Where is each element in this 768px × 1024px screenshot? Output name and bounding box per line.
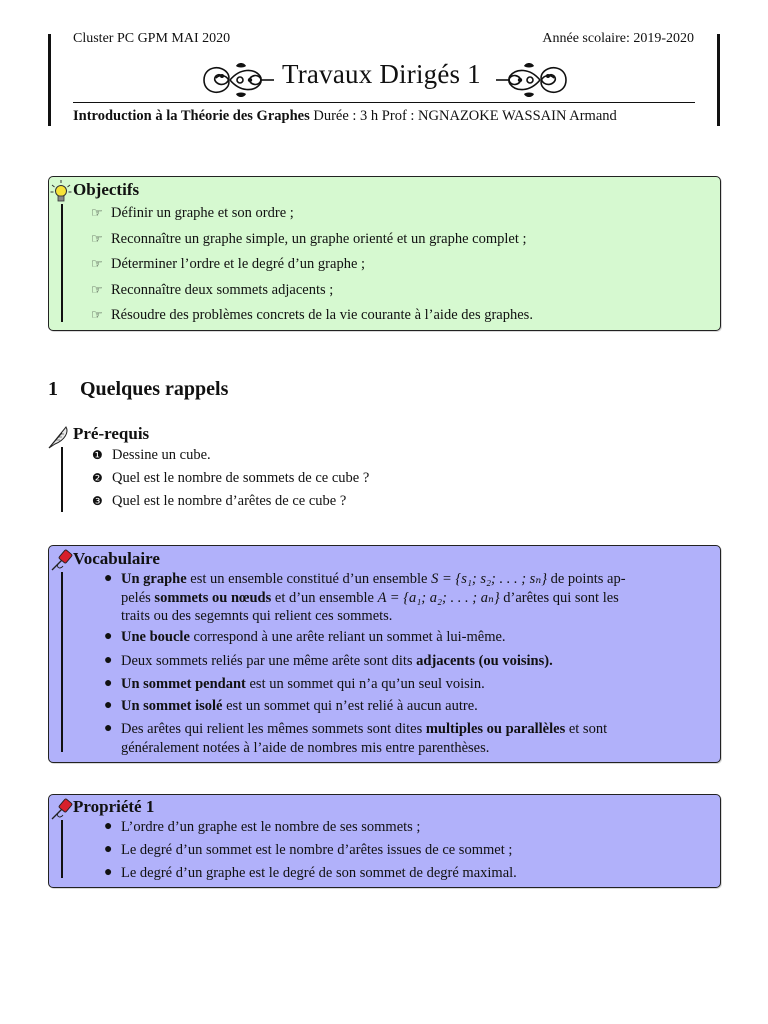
item-number: ❸ bbox=[92, 494, 103, 508]
definition-text: et sont bbox=[565, 721, 608, 737]
prerequis-item bbox=[92, 470, 369, 487]
objectif-item bbox=[91, 256, 365, 273]
eraser-pen-icon bbox=[50, 797, 74, 821]
propriete-item bbox=[104, 841, 513, 860]
objectif-item bbox=[91, 231, 527, 248]
section-title: Quelques rappels bbox=[80, 378, 229, 400]
vocabulaire-item bbox=[104, 652, 553, 671]
definition-text: est un sommet qui n’est relié à aucun autre. bbox=[222, 698, 478, 714]
bullet-icon: ● bbox=[104, 571, 113, 586]
math-set-a: A = {a₁; a₂; . . . ; aₙ} bbox=[377, 589, 500, 606]
definition-text: correspond à une arête reliant un sommet à lui-même. bbox=[189, 629, 506, 645]
prerequis-item bbox=[92, 447, 211, 464]
pointing-hand-icon: ☞ bbox=[91, 231, 103, 246]
lightbulb-icon bbox=[50, 179, 72, 205]
item-number: ❶ bbox=[92, 448, 103, 462]
objectif-text: Résoudre des problèmes concrets de la vie courante à l’aide des graphes. bbox=[111, 307, 533, 323]
objectif-item bbox=[91, 307, 533, 324]
bullet-icon: ● bbox=[104, 865, 113, 880]
term-multiples: multiples ou parallèles bbox=[425, 721, 566, 737]
bullet-icon: ● bbox=[104, 676, 113, 691]
header-subtitle bbox=[73, 108, 617, 125]
prerequis-title: Pré-requis bbox=[73, 424, 150, 443]
vocabulaire-item bbox=[104, 675, 485, 694]
page-title: Travaux Dirigés 1 bbox=[282, 59, 481, 89]
definition-text: pelés bbox=[121, 589, 155, 606]
section-number: 1 bbox=[48, 378, 58, 400]
math-set-s: S = {s₁; s₂; . . . ; sₙ} bbox=[431, 571, 547, 587]
bullet-icon: ● bbox=[104, 842, 113, 857]
term-adjacents: adjacents (ou voisins). bbox=[416, 653, 553, 669]
objectif-text: Reconnaître un graphe simple, un graphe orienté et un graphe complet ; bbox=[111, 231, 527, 247]
definition-text: d’arêtes qui sont les bbox=[499, 589, 619, 606]
pointing-hand-icon: ☞ bbox=[91, 282, 103, 297]
definition-text: et d’un ensemble bbox=[271, 589, 378, 606]
bullet-icon: ● bbox=[104, 721, 113, 736]
prerequis-rule bbox=[61, 447, 63, 512]
subtitle-course: Introduction à la Théorie des Graphes bbox=[73, 108, 310, 124]
pointing-hand-icon: ☞ bbox=[91, 205, 103, 220]
prerequis-text: Dessine un cube. bbox=[112, 447, 211, 463]
objectifs-title: Objectifs bbox=[73, 180, 140, 199]
objectif-item bbox=[91, 282, 333, 299]
pointing-hand-icon: ☞ bbox=[91, 307, 103, 322]
term-boucle: Une boucle bbox=[121, 629, 190, 645]
term-graphe: Un graphe bbox=[121, 571, 187, 587]
pointing-hand-icon: ☞ bbox=[91, 256, 103, 271]
vocabulaire-title: Vocabulaire bbox=[73, 549, 160, 568]
propriete-rule bbox=[61, 820, 63, 878]
flourish-ornament-icon bbox=[494, 60, 570, 100]
objectif-text: Définir un graphe et son ordre ; bbox=[111, 205, 294, 221]
prerequis-text: Quel est le nombre d’arêtes de ce cube ? bbox=[112, 493, 347, 509]
prerequis-item bbox=[92, 493, 346, 510]
objectif-text: Reconnaître deux sommets adjacents ; bbox=[111, 282, 334, 298]
header-divider bbox=[73, 102, 695, 103]
bullet-icon: ● bbox=[104, 629, 113, 644]
bullet-icon: ● bbox=[104, 698, 113, 713]
propriete-item bbox=[104, 818, 421, 837]
header-left-bar bbox=[48, 34, 51, 126]
bullet-icon: ● bbox=[104, 819, 113, 834]
objectif-item bbox=[91, 205, 294, 222]
propriete-text: Le degré d’un graphe est le degré de son sommet de degré maximal. bbox=[121, 865, 517, 881]
term-sommet-pendant: Un sommet pendant bbox=[121, 676, 246, 692]
propriete-text: L’ordre d’un graphe est le nombre de ses sommets ; bbox=[121, 819, 421, 835]
section-heading bbox=[48, 378, 228, 401]
definition-text: traits ou des segemnts qui relient ces sommets. bbox=[121, 608, 393, 624]
item-number: ❷ bbox=[92, 471, 103, 485]
vocabulaire-item bbox=[104, 697, 478, 716]
definition-text: est un sommet qui n’a qu’un seul voisin. bbox=[245, 676, 485, 692]
propriete-title: Propriété 1 bbox=[73, 797, 155, 816]
header-right-bar bbox=[717, 34, 720, 126]
vocabulaire-item bbox=[104, 570, 715, 626]
header-school-year: Année scolaire: 2019-2020 bbox=[542, 31, 694, 46]
propriete-text: Le degré d’un sommet est le nombre d’arêtes issues de ce sommet ; bbox=[121, 842, 513, 858]
quill-pen-icon bbox=[46, 424, 70, 450]
flourish-ornament-icon bbox=[200, 60, 276, 100]
bullet-icon: ● bbox=[104, 653, 113, 668]
objectifs-rule bbox=[61, 204, 63, 322]
definition-text: Deux sommets reliés par une même arête sont dits bbox=[121, 653, 417, 669]
definition-text: est un ensemble constitué d’un ensemble bbox=[186, 571, 432, 587]
prerequis-text: Quel est le nombre de sommets de ce cube ? bbox=[112, 470, 370, 486]
definition-text: généralement notées à l’aide de nombres mis entre parenthèses. bbox=[121, 739, 490, 756]
vocabulaire-rule bbox=[61, 572, 63, 752]
vocabulaire-item bbox=[104, 720, 715, 757]
propriete-item bbox=[104, 864, 517, 883]
definition-text: Des arêtes qui relient les mêmes sommets sont dites bbox=[121, 721, 426, 737]
definition-text: de points ap- bbox=[547, 571, 626, 587]
header-cluster: Cluster PC GPM MAI 2020 bbox=[73, 31, 231, 46]
subtitle-details: Durée : 3 h Prof : NGNAZOKE WASSAIN Armand bbox=[309, 108, 617, 124]
eraser-pen-icon bbox=[50, 548, 74, 572]
term-sommet-isole: Un sommet isolé bbox=[121, 698, 223, 714]
objectif-text: Déterminer l’ordre et le degré d’un graphe ; bbox=[111, 256, 366, 272]
vocabulaire-item bbox=[104, 628, 506, 647]
term-sommets: sommets ou nœuds bbox=[154, 589, 272, 606]
